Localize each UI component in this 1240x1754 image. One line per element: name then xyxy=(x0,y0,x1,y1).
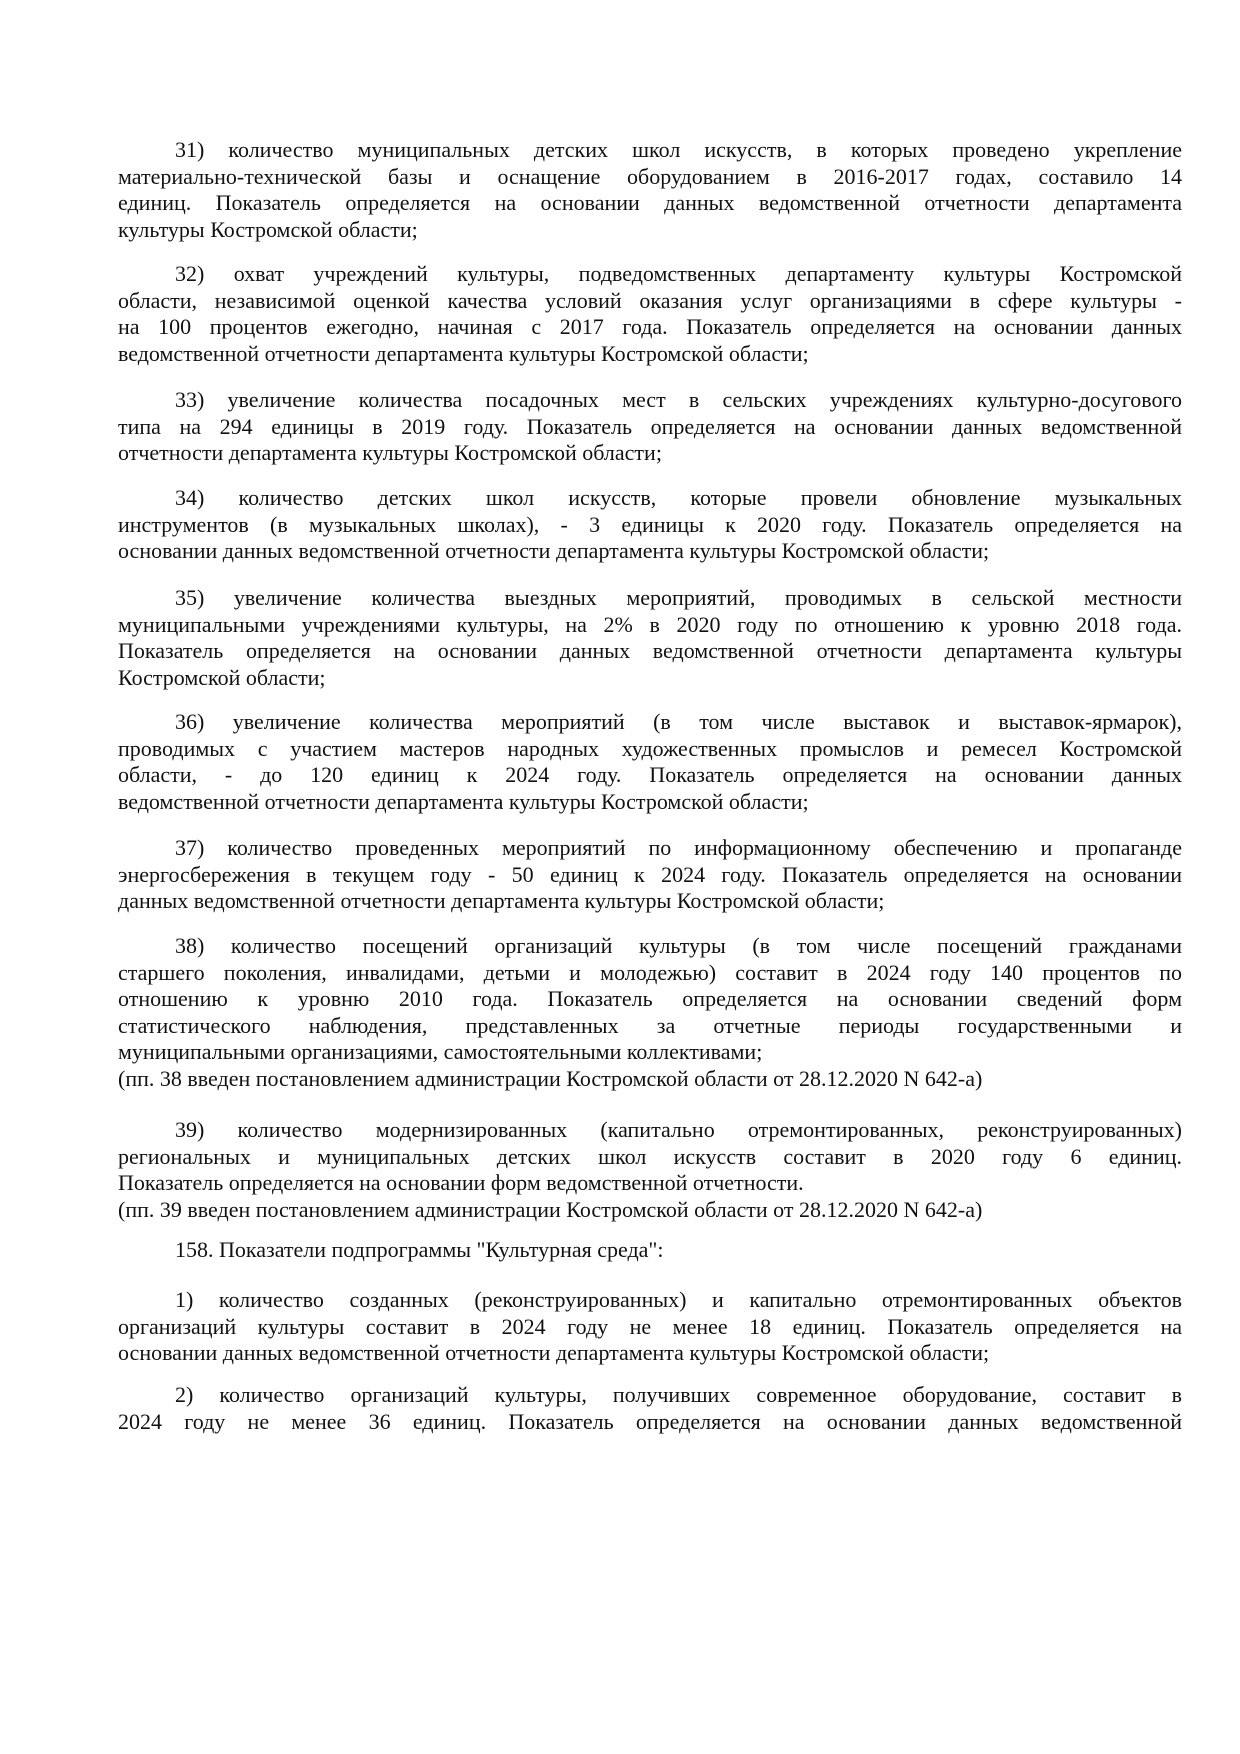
text-line: данных ведомственной отчетности департамента культуры Костромской области; xyxy=(118,888,885,913)
text-line: 39) количество модернизированных (капитально отремонтированных, реконструированных) xyxy=(175,1117,1182,1142)
text-line: отчетности департамента культуры Костромской области; xyxy=(118,440,662,465)
text-line: отношению к уровню 2010 года. Показатель определяется на основании сведений форм xyxy=(118,986,1182,1011)
text-line: ведомственной отчетности департамента культуры Костромской области; xyxy=(118,788,809,814)
text-line: 2024 году не менее 36 единиц. Показатель определяется на основании данных ведомственной xyxy=(118,1408,1182,1434)
text-line: области, - до 120 единиц к 2024 году. Показатель определяется на основании данных xyxy=(118,762,1182,787)
text-line: муниципальными организациями, самостоятельными коллективами; xyxy=(118,1039,763,1064)
paragraph-s1 xyxy=(118,1287,1182,1367)
text-line: статистического наблюдения, представленных за отчетные периоды государственными и xyxy=(118,1012,1182,1038)
paragraph-p158 xyxy=(118,1237,1182,1264)
paragraph-s2 xyxy=(118,1382,1182,1435)
text-line: старшего поколения, инвалидами, детьми и молодежью) составит в 2024 году 140 процентов по xyxy=(118,959,1182,985)
text-line: ведомственной отчетности департамента культуры Костромской области; xyxy=(118,340,809,366)
paragraph-p34 xyxy=(118,485,1182,565)
text-line: организаций культуры составит в 2024 году не менее 18 единиц. Показатель определяется на xyxy=(118,1313,1182,1339)
text-line: типа на 294 единицы в 2019 году. Показатель определяется на основании данных ведомственной xyxy=(118,413,1182,439)
paragraph-p31 xyxy=(118,137,1182,243)
text-line: основании данных ведомственной отчетности департамента культуры Костромской области; xyxy=(118,538,990,563)
text-line: энергосбережения в текущем году - 50 единиц к 2024 году. Показатель определяется на основании xyxy=(118,861,1182,887)
paragraph-p36 xyxy=(118,709,1182,815)
text-line: 37) количество проведенных мероприятий по информационному обеспечению и пропаганде xyxy=(175,835,1182,860)
paragraph-p35 xyxy=(118,585,1182,691)
text-line: 32) охват учреждений культуры, подведомственных департаменту культуры Костромской xyxy=(175,261,1182,286)
text-line: муниципальными учреждениями культуры, на 2% в 2020 году по отношению к уровню 2018 года. xyxy=(118,611,1182,637)
text-line: 158. Показатели подпрограммы "Культурная среда": xyxy=(175,1237,664,1262)
text-line: Костромской области; xyxy=(118,664,326,690)
amendment-note: (пп. 38 введен постановлением администрации Костромской области от 28.12.2020 N 642-а) xyxy=(118,1065,983,1091)
text-line: проводимых с участием мастеров народных художественных промыслов и ремесел Костромской xyxy=(118,735,1182,761)
text-line: основании данных ведомственной отчетности департамента культуры Костромской области; xyxy=(118,1340,990,1365)
text-line: материально-технической базы и оснащение оборудованием в 2016-2017 годах, составило 14 xyxy=(118,163,1182,189)
text-line: Показатель определяется на основании данных ведомственной отчетности департамента культуры xyxy=(118,638,1182,663)
text-line: 38) количество посещений организаций культуры (в том числе посещений гражданами xyxy=(175,933,1182,958)
paragraph-p33 xyxy=(118,387,1182,467)
text-line: единиц. Показатель определяется на основании данных ведомственной отчетности департамента xyxy=(118,190,1182,215)
paragraph-p32 xyxy=(118,261,1182,367)
paragraph-p38 xyxy=(118,933,1182,1092)
text-line: Показатель определяется на основании форм ведомственной отчетности. xyxy=(118,1170,804,1195)
paragraph-p39 xyxy=(118,1117,1182,1223)
text-line: 1) количество созданных (реконструированных) и капитально отремонтированных объектов xyxy=(175,1287,1182,1312)
text-line: на 100 процентов ежегодно, начиная с 2017 года. Показатель определяется на основании данных xyxy=(118,314,1182,339)
text-line: 31) количество муниципальных детских школ искусств, в которых проведено укрепление xyxy=(175,137,1182,162)
text-line: области, независимой оценкой качества условий оказания услуг организациями в сфере культуры - xyxy=(118,287,1182,313)
text-line: 33) увеличение количества посадочных мест в сельских учреждениях культурно-досугового xyxy=(175,387,1182,412)
text-line: 34) количество детских школ искусств, которые провели обновление музыкальных xyxy=(175,485,1182,510)
text-line: 36) увеличение количества мероприятий (в том числе выставок и выставок-ярмарок), xyxy=(175,709,1182,734)
amendment-note: (пп. 39 введен постановлением администрации Костромской области от 28.12.2020 N 642-а) xyxy=(118,1196,983,1222)
text-line: инструментов (в музыкальных школах), - 3 единицы к 2020 году. Показатель определяется на xyxy=(118,511,1182,537)
text-line: 35) увеличение количества выездных мероприятий, проводимых в сельской местности xyxy=(175,585,1182,610)
paragraph-p37 xyxy=(118,835,1182,915)
text-line: культуры Костромской области; xyxy=(118,216,418,242)
text-line: региональных и муниципальных детских школ искусств составит в 2020 году 6 единиц. xyxy=(118,1143,1182,1169)
text-line: 2) количество организаций культуры, получивших современное оборудование, составит в xyxy=(175,1382,1182,1407)
